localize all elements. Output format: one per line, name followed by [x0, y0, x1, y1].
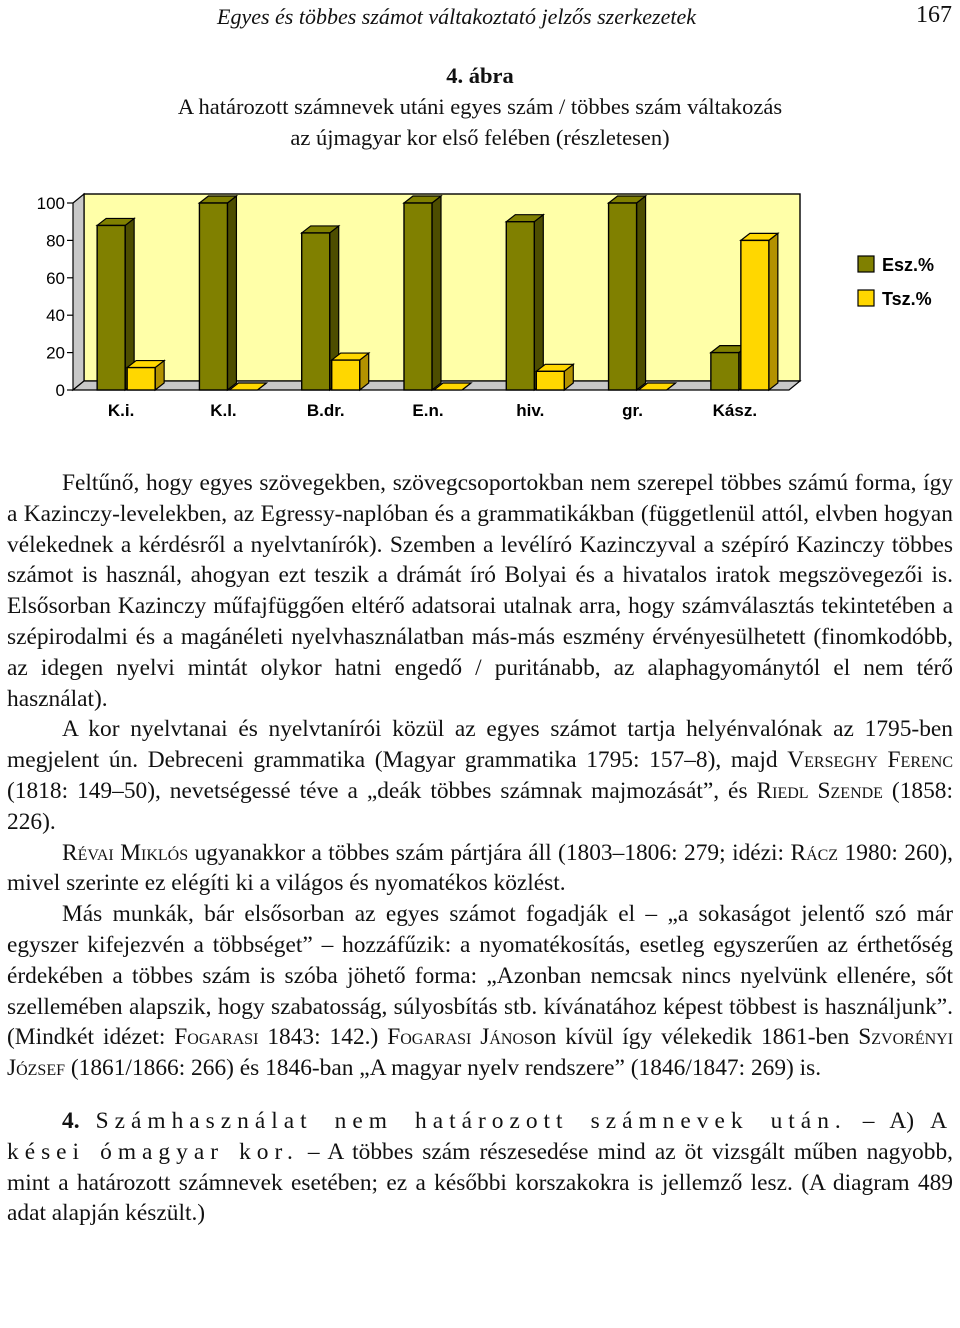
- bar-esz: [506, 222, 534, 390]
- section-number: 4.: [62, 1107, 80, 1134]
- x-tick-label: Kász.: [712, 401, 758, 420]
- bar-esz: [711, 353, 739, 390]
- bar-esz-side: [432, 196, 441, 390]
- subsection-title: A kései ómagyar kor.: [7, 1107, 953, 1165]
- figure-title-line-2: az újmagyar kor első felében (részletesen): [290, 125, 670, 150]
- paragraph-1: Feltűnő, hogy egyes szövegekben, szövegcsoportokban nem szerepel többes számú forma, így a Kazinczy-levelekben, az Egressy-naplóban és a grammatikákban (függetlenül attól, elvben hogyan vélekednek a kérdésről a nyelvtanírók). Szemben a levélíró Kazinczyval a szépíró Kazinczy többes számot is használ, ahogyan ezt teszik a drámát író Bolyai és a hivatalos iratok megszövegezői is. Elsősorban Kazinczy műfajfüggően eltérő adatsorai utalnak arra, hogy számválasztás tekintetében a szépirodalmi és a magánéleti nyelvhasználatban más-más eszmény érvényesülhetett (finomkodóbb, az idegen nyelvi mintát olykor hatni engedő / puritánabb, az alaphagyománytól el nem térő használat).: [7, 470, 953, 712]
- running-head: [0, 2, 960, 32]
- y-tick-label: 20: [46, 343, 65, 363]
- bar-tsz-side: [769, 233, 778, 390]
- page-number: 167: [916, 2, 952, 28]
- bar-esz: [609, 203, 637, 390]
- plot-area: [84, 194, 800, 381]
- bar-tsz: [127, 368, 155, 390]
- y-tick-label: 0: [55, 381, 65, 400]
- bar-tsz: [536, 371, 564, 390]
- author-name: Szvorényi József: [7, 1024, 954, 1082]
- bar-esz: [404, 203, 432, 390]
- running-title: Egyes és többes számot váltakoztató jelzős szerkezetek: [217, 4, 697, 29]
- bar-esz: [302, 233, 330, 390]
- author-name: Riedl Szende: [756, 777, 883, 804]
- bar-tsz: [741, 240, 769, 390]
- x-tick-label: hiv.: [516, 401, 545, 420]
- x-tick-label: E.n.: [412, 401, 444, 420]
- figure-number: 4. ábra: [446, 63, 514, 88]
- author-name: Révai Miklós: [62, 839, 189, 866]
- legend-label-esz: Esz.%: [882, 255, 935, 275]
- body-text: [7, 468, 953, 1229]
- paragraph-3: Révai Miklós ugyanakkor a többes szám pártjára áll (1803–1806: 279; idézi: Rácz 1980: 260), mivel szerinte ez elégíti ki a világos és nyomatékos közlést.: [7, 839, 954, 897]
- bar-esz: [97, 225, 125, 390]
- bar-esz: [199, 203, 227, 390]
- author-name: Rácz: [790, 839, 839, 866]
- legend-label-tsz: Tsz.%: [882, 289, 932, 309]
- y-tick-label: 60: [46, 268, 65, 288]
- author-name: Verseghy Ferenc: [787, 747, 953, 774]
- bar-esz-side: [637, 196, 646, 390]
- bar-esz-side: [534, 215, 543, 390]
- y-tick-label: 80: [46, 231, 65, 251]
- author-name: Fogarasi: [174, 1024, 259, 1051]
- section-4: 4. Számhasználat nem határozott számnevek után. – A) A kései ómagyar kor. – A többes szám részesedése mind az öt vizsgált műben nagyobb, mint a határozott számnevek esetében; ez a későbbi korszakokra is jellemző lesz. (A diagram 489 adat alapján készült.): [7, 1107, 953, 1227]
- y-tick-label: 40: [46, 306, 65, 326]
- bar-tsz: [332, 360, 360, 390]
- x-tick-label: gr.: [622, 401, 643, 420]
- figure-title-line-1: A határozott számnevek utáni egyes szám / többes szám váltakozás: [177, 94, 783, 119]
- legend-swatch-esz: [858, 256, 874, 272]
- plot-side-wall: [73, 194, 84, 390]
- bar-chart: [0, 185, 960, 435]
- bar-esz-side: [227, 196, 236, 390]
- figure-caption: [0, 60, 960, 153]
- paragraph-4: Más munkák, bár elsősorban az egyes számot fogadják el – „a sokaságot jelentő szó már egyszer kifejezvén a többséget” – hozzáfűzik: a nyomatékosítás, esetleg egyszerűen az érthetőség érdekében a többes szám is szóba jöhető forma: „Azonban nemcsak nincs nyelvünk ellenére, sőt szellemében alapszik, hogy szabatosság, súlyosbítás stb. kívánatához képest többest is használjunk”. (Mindkét idézet: Fogarasi 1843: 142.) Fogarasi Jánoson kívül így vélekedik 1861-ben Szvorényi József (1861/1866: 266) és 1846-ban „A magyar nyelv rendszere” (1846/1847: 269) is.: [7, 901, 954, 1082]
- author-name: Fogarasi János: [387, 1024, 533, 1051]
- subsection-label: A): [889, 1107, 914, 1134]
- x-tick-label: K.i.: [107, 401, 135, 420]
- paragraph-2: A kor nyelvtanai és nyelvtanírói közül az egyes számot tartja helyénvalónak az 1795-ben megjelent ún. Debreceni grammatika (Magyar grammatika 1795: 157–8), majd Verseghy Ferenc (1818: 149–50), nevetségessé téve a „deák többes számnak majmozását”, és Riedl Szende (1858: 226).: [7, 716, 953, 835]
- legend-swatch-tsz: [858, 290, 874, 306]
- x-tick-label: K.l.: [210, 401, 237, 420]
- section-title: Számhasználat nem határozott számnevek után.: [95, 1107, 847, 1134]
- x-tick-label: B.dr.: [306, 401, 345, 420]
- y-tick-label: 100: [36, 194, 65, 213]
